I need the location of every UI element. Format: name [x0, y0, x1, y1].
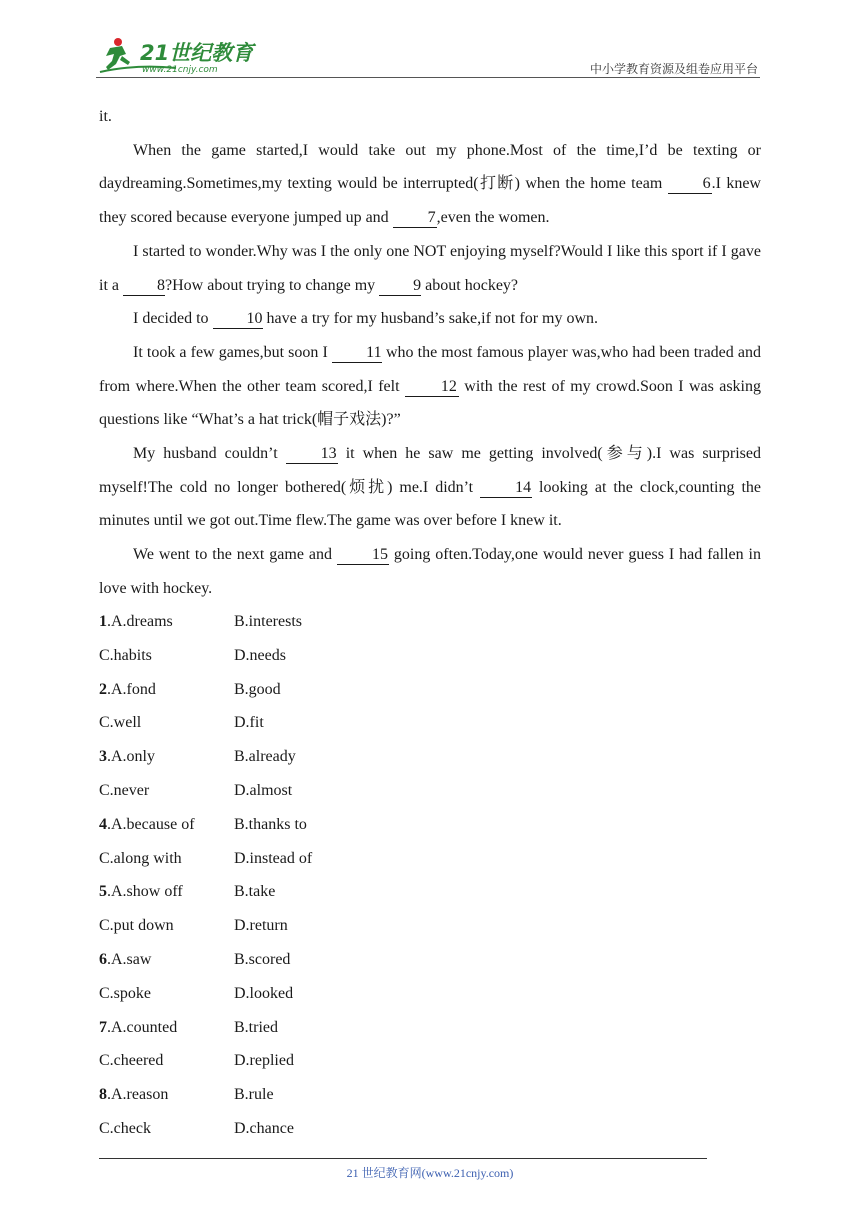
blank-12[interactable]: 12	[405, 378, 459, 397]
svg-text:www.21cnjy.com: www.21cnjy.com	[142, 65, 218, 75]
blank-6[interactable]: 6	[668, 175, 712, 194]
option-row: C.along with D.instead of	[99, 849, 313, 867]
paragraph-5: My husband couldn’t 13 it when he saw me getting involved(参与).I was surprised myself!The cold no longer bothered(烦扰) me.I didn’t 14 looking at the clock,counting the minutes until we got out.Time flew.The game was over before I knew it.	[99, 445, 761, 530]
logo	[96, 34, 266, 76]
paragraph-6: We went to the next game and 15 going often.Today,one would never guess I had fallen in love with hockey.	[99, 546, 762, 597]
footer-divider	[99, 1158, 707, 1159]
question-options	[99, 605, 499, 1146]
paragraph-1: When the game started,I would take out my phone.Most of the time,I’d be texting or daydreaming.Sometimes,my texting would be interrupted(打断) when the home team 6.I knew they scored because everyone jumped up and 7,even the women.	[99, 141, 761, 227]
blank-14[interactable]: 14	[480, 479, 532, 498]
option-row: C.cheered D.replied	[99, 1052, 294, 1070]
paragraph-3: I decided to 10 have a try for my husband’s sake,if not for my own.	[133, 310, 599, 328]
option-row: 5.A.show off B.take	[99, 883, 276, 901]
option-row: C.put down D.return	[99, 917, 288, 935]
paragraph-4: It took a few games,but soon I 11 who the most famous player was,who had been traded and from where.When the other team scored,I felt 12 with the rest of my crowd.Soon I was asking questions like “What’s a hat trick(帽子戏法)?”	[99, 343, 762, 429]
paragraph-2: I started to wonder.Why was I the only one NOT enjoying myself?Would I like this sport if I gave it a 8?How about trying to change my 9 about hockey?	[99, 242, 761, 294]
blank-11[interactable]: 11	[332, 344, 382, 363]
blank-15[interactable]: 15	[337, 546, 389, 565]
passage-fragment: it.	[99, 108, 112, 125]
option-row: 1.A.dreams B.interests	[99, 613, 302, 630]
option-row: 4.A.because of B.thanks to	[99, 815, 307, 833]
option-row: 7.A.counted B.tried	[99, 1018, 278, 1036]
option-row: 2.A.fond B.good	[99, 680, 281, 698]
passage	[99, 100, 761, 606]
blank-8[interactable]: 8	[123, 277, 165, 296]
header-platform-name: 中小学教育资源及组卷应用平台	[589, 62, 758, 76]
option-row: C.spoke D.looked	[99, 984, 294, 1002]
blank-10[interactable]: 10	[213, 310, 263, 329]
footer-site-link[interactable]: 21 世纪教育网(www.21cnjy.com)	[346, 1166, 514, 1180]
header-divider	[96, 77, 760, 78]
blank-7[interactable]: 7	[393, 209, 437, 228]
blank-13[interactable]: 13	[286, 445, 338, 464]
svg-text:21世纪教育: 21世纪教育	[140, 41, 254, 65]
option-row: C.well D.fit	[99, 714, 264, 732]
option-row: 8.A.reason B.rule	[99, 1086, 274, 1104]
option-row: C.never D.almost	[99, 781, 293, 799]
option-row: C.habits D.needs	[99, 646, 286, 664]
option-row: 6.A.saw B.scored	[99, 950, 291, 968]
option-row: C.check D.chance	[99, 1119, 294, 1137]
option-row: 3.A.only B.already	[99, 748, 296, 766]
page-header	[96, 30, 760, 78]
blank-9[interactable]: 9	[379, 277, 421, 296]
